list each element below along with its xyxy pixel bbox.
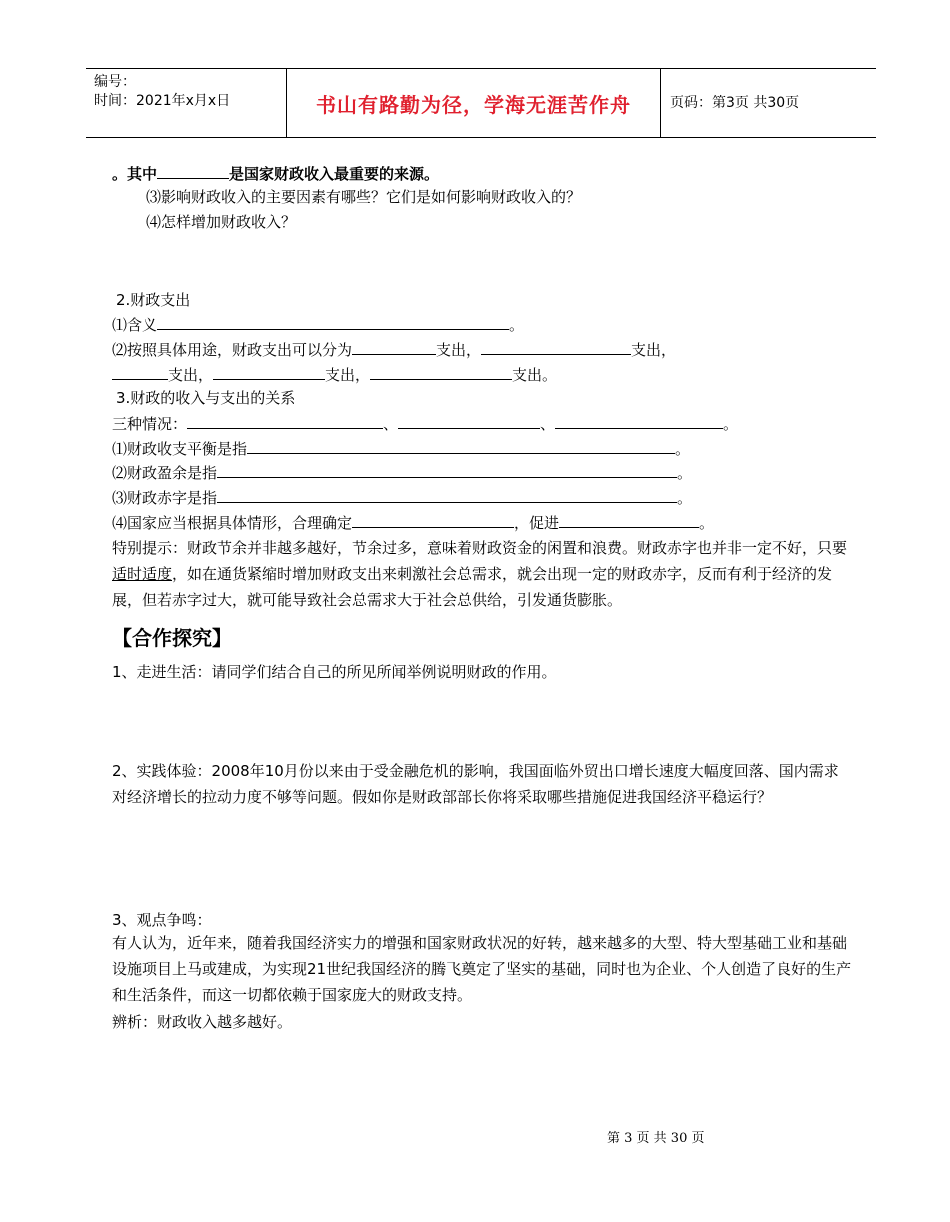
- question-3: ⑶影响财政收入的主要因素有哪些？它们是如何影响财政收入的？: [146, 188, 582, 206]
- blank-line: [217, 462, 677, 478]
- blank-line: [217, 487, 677, 503]
- s2-definition: [112, 314, 524, 335]
- inquiry-item-2: 2、实践体验：2008年10月份以来由于受金融危机的影响，我国面临外贸出口增长速度大幅度回落、国内需求对经济增长的拉动力度不够等问题。假如你是财政部部长你将采取哪些措施促进我国经济平稳运行？: [112, 762, 839, 806]
- section-2-title: 2.财政支出: [116, 291, 191, 309]
- blank-line: [555, 413, 723, 429]
- serial-label: 编号：: [94, 74, 136, 90]
- page-header: [86, 68, 876, 138]
- three-cases-label: 三种情况：: [112, 415, 188, 433]
- tip-underlined: 适时适度: [112, 565, 173, 583]
- zhichu-text: 支出，: [325, 366, 371, 384]
- zhichu-text: 支出，: [631, 341, 677, 359]
- header-right-cell: [670, 69, 799, 137]
- case-deficit: [112, 487, 692, 508]
- blank-line: [481, 339, 631, 355]
- blank-line: [112, 364, 168, 380]
- blank-line: [247, 438, 675, 454]
- inquiry-item-3-analysis: 辨析：财政收入越多越好。: [112, 1013, 293, 1031]
- blank-line: [157, 163, 229, 179]
- case-surplus-label: ⑵财政盈余是指: [112, 464, 218, 482]
- case-reasonable-mid: ，促进: [514, 514, 560, 532]
- s2-classification-cont: [112, 364, 557, 385]
- inquiry-item-3-text: 有人认为，近年来，随着我国经济实力的增强和国家财政状况的好转，越来越多的大型、特大型基础工业和基础设施项目上马或建成，为实现21世纪我国经济的腾飞奠定了坚实的基础，同时也为企业、个人创造了良好的生产和生活条件，而这一切都依赖于国家庞大的财政支持。: [112, 934, 852, 1004]
- blank-line: [157, 314, 509, 330]
- case-balance-label: ⑴财政收支平衡是指: [112, 440, 248, 458]
- blank-line: [398, 413, 540, 429]
- section-3-title: 3.财政的收入与支出的关系: [116, 389, 296, 407]
- case-balance: [112, 438, 690, 459]
- time-label: 时间：2021年x月x日: [94, 93, 231, 109]
- zhichu-text: 支出，: [168, 366, 214, 384]
- tip-text-a: 特别提示：财政节余并非越多越好，节余过多，意味着财政资金的闲置和浪费。财政赤字也并非一定不好，只要: [112, 539, 848, 557]
- page-code: 页码：第3页 共30页: [670, 94, 800, 111]
- inquiry-item-1: 1、走进生活：请同学们结合自己的所见所闻举例说明财政的作用。: [112, 663, 557, 681]
- header-motto-cell: [286, 69, 661, 137]
- period: 。: [723, 415, 739, 433]
- blank-line: [187, 413, 383, 429]
- tip-text-b: ，如在通货紧缩时增加财政支出来刺激社会总需求，就会出现一定的财政赤字，反而有利于经济的发展，但若赤字过大，就可能导致社会总需求大于社会总供给，引发通货膨胀。: [112, 565, 833, 609]
- blank-line: [370, 364, 512, 380]
- dun-mark: 、: [383, 415, 399, 433]
- period: 。: [509, 316, 525, 334]
- zhichu-text: 支出，: [436, 341, 482, 359]
- period: 。: [677, 489, 693, 507]
- question-4: ⑷怎样增加财政收入？: [146, 213, 297, 231]
- inquiry-item-3-title: 3、观点争鸣：: [112, 911, 212, 929]
- special-tip: [112, 535, 852, 613]
- blank-line: [559, 512, 699, 528]
- line1-suffix: 是国家财政收入最重要的来源。: [229, 165, 440, 183]
- period: 。: [675, 440, 691, 458]
- period: 。: [677, 464, 693, 482]
- motto: 书山有路勤为径，学海无涯苦作舟: [316, 92, 631, 117]
- line-main-source: [112, 163, 439, 184]
- three-cases: [112, 413, 738, 434]
- case-deficit-label: ⑶财政赤字是指: [112, 489, 218, 507]
- blank-line: [352, 512, 514, 528]
- s2-classification: [112, 339, 676, 360]
- s2-definition-label: ⑴含义: [112, 316, 158, 334]
- s2-classification-label: ⑵按照具体用途，财政支出可以分为: [112, 341, 353, 359]
- dun-mark: 、: [540, 415, 556, 433]
- header-left-cell: [94, 73, 284, 133]
- case-reasonable-label: ⑷国家应当根据具体情形，合理确定: [112, 514, 353, 532]
- line1-prefix: 。其中: [112, 165, 158, 183]
- blank-line: [352, 339, 436, 355]
- period: 。: [699, 514, 715, 532]
- page-footer: 第 3 页 共 30 页: [607, 1131, 705, 1146]
- zhichu-end-text: 支出。: [512, 366, 558, 384]
- case-reasonable: [112, 512, 714, 533]
- case-surplus: [112, 462, 692, 483]
- blank-line: [213, 364, 325, 380]
- section-heading: 【合作探究】: [112, 626, 232, 650]
